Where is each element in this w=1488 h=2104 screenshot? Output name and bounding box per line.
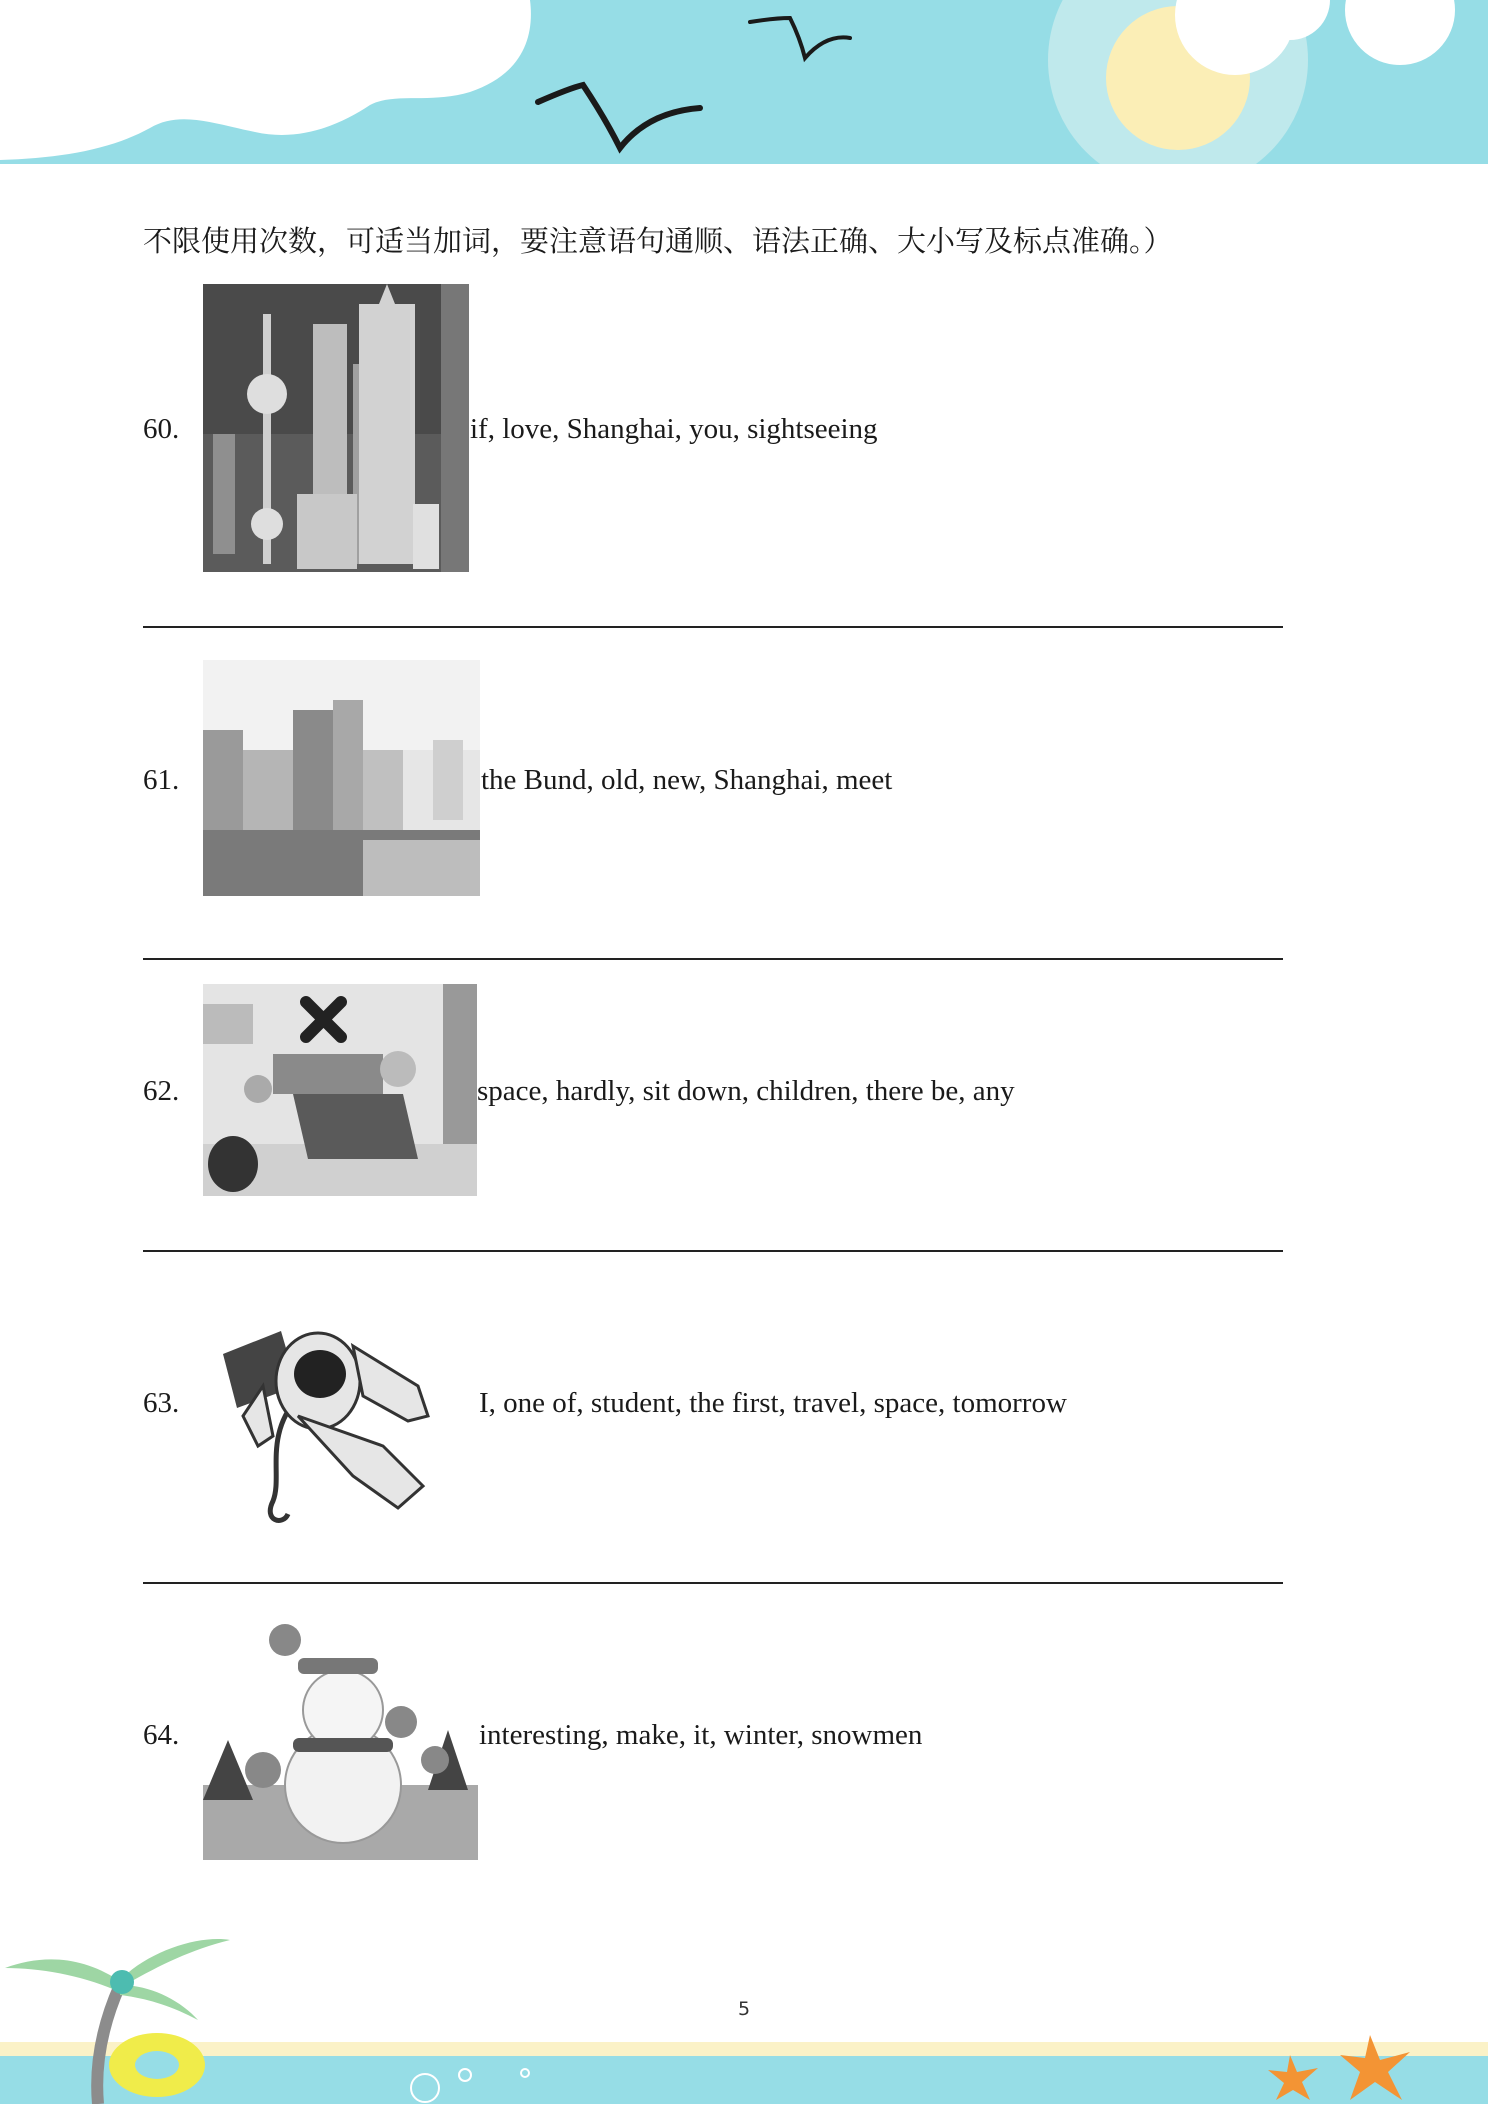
answer-line[interactable] xyxy=(143,1250,1283,1252)
snowman-children-icon xyxy=(203,1620,478,1860)
answer-line[interactable] xyxy=(143,958,1283,960)
page-number: 5 xyxy=(737,1998,751,2020)
header-sky-banner xyxy=(0,0,1488,168)
swim-ring-icon xyxy=(109,2033,205,2097)
the-bund-icon xyxy=(203,660,480,896)
answer-line[interactable] xyxy=(143,1582,1283,1584)
question-number: 60. xyxy=(143,413,180,445)
keywords: if, love, Shanghai, you, sightseeing xyxy=(470,413,878,445)
instruction-text: 不限使用次数，可适当加词，要注意语句通顺、语法正确、大小写及标点准确。） xyxy=(143,226,1173,258)
keywords: the Bund, old, new, Shanghai, meet xyxy=(481,764,893,796)
question-number: 61. xyxy=(143,764,180,796)
keywords: interesting, make, it, winter, snowmen xyxy=(479,1719,923,1751)
keywords: I, one of, student, the first, travel, space, tomorrow xyxy=(479,1387,1067,1419)
keywords: space, hardly, sit down, children, there be, any xyxy=(477,1075,1015,1107)
answer-line[interactable] xyxy=(143,626,1283,628)
question-number: 63. xyxy=(143,1387,180,1419)
question-number: 64. xyxy=(143,1719,180,1751)
question-number: 62. xyxy=(143,1075,180,1107)
astronaut-icon xyxy=(203,1286,453,1531)
messy-bedroom-icon xyxy=(203,984,477,1196)
shanghai-skyline-icon xyxy=(203,284,469,572)
